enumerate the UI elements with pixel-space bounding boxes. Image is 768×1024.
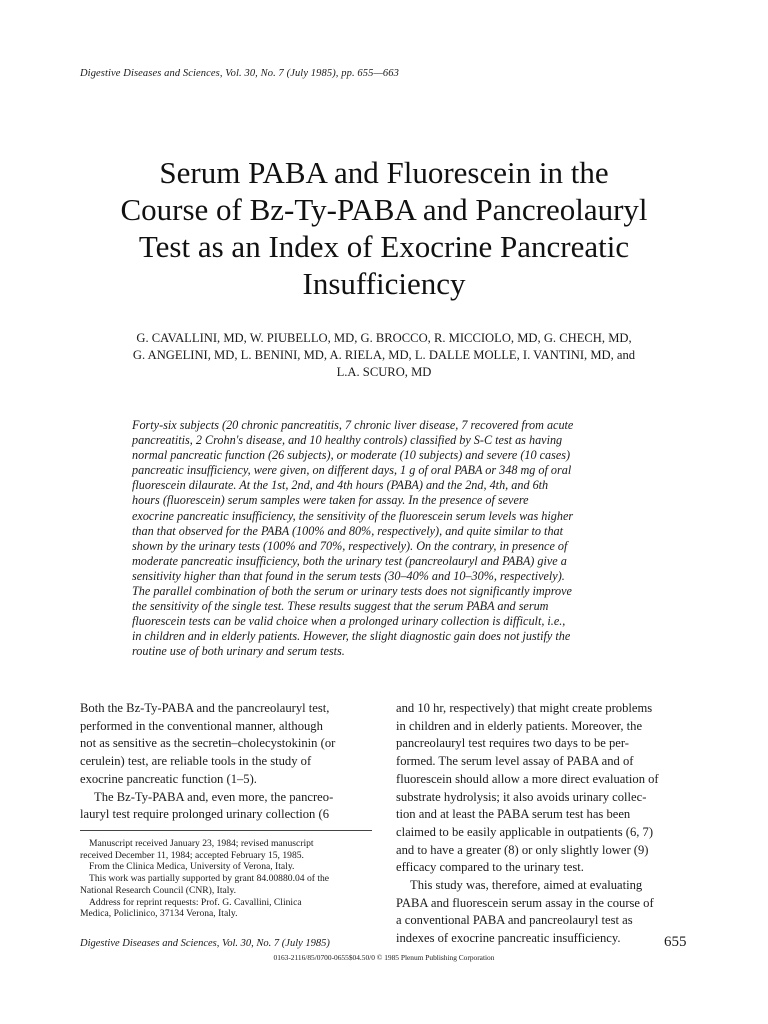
body-line: formed. The serum level assay of PABA and of [396, 754, 634, 769]
body-line: in children and in elderly patients. Moreover, the [396, 718, 643, 733]
abstract-line: than that observed for the PABA (100% and 80%, respectively), and quite similar to that [132, 523, 564, 538]
body-line: Both the Bz-Ty-PABA and the pancreolauryl test, [80, 701, 330, 715]
title-line: Insufficiency [302, 266, 466, 301]
abstract-line: pancreatic insufficiency, were given, on different days, 1 g of oral PABA or 348 mg of oral [132, 463, 572, 478]
abstract-line: hours (fluorescein) serum samples were taken for assay. In the presence of severe [132, 493, 529, 508]
body-line: PABA and fluorescein serum assay in the course of [396, 895, 654, 910]
title-line: Test as an Index of Exocrine Pancreatic [138, 229, 630, 264]
body-line: exocrine pancreatic function (1–5). [80, 771, 257, 786]
body-line: tion and at least the PABA serum test has been [396, 807, 631, 822]
abstract [132, 418, 642, 660]
abstract-line: shown by the urinary tests (100% and 70%, respectively). On the contrary, in presence of [132, 538, 568, 553]
body-line: cerulein) test, are reliable tools in the study of [80, 754, 312, 769]
body-column-left [80, 700, 372, 824]
body-line: fluorescein should allow a more direct evaluation of [396, 771, 659, 786]
abstract-line: The parallel combination of both the serum or urinary tests does not significantly improve [132, 584, 572, 599]
abstract-line: routine use of both urinary and serum tests. [132, 644, 345, 659]
footnote-line: National Research Council (CNR), Italy. [80, 884, 237, 896]
footer-journal-citation: Digestive Diseases and Sciences, Vol. 30, No. 7 (July 1985) [80, 938, 330, 949]
abstract-line: pancreatitis, 2 Crohn's disease, and 10 healthy controls) classified by S-C test as having [132, 433, 563, 448]
abstract-line: moderate pancreatic insufficiency, both the urinary test (pancreolauryl and PABA) give a [132, 553, 567, 568]
body-line: performed in the conventional manner, although [80, 718, 323, 733]
abstract-line: sensitivity higher than that found in the serum tests (30–40% and 10–30%, respectively). [132, 568, 565, 583]
article-title [70, 154, 698, 302]
author-line: G. ANGELINI, MD, L. BENINI, MD, A. RIELA, MD, L. DALLE MOLLE, I. VANTINI, MD, and [132, 348, 636, 362]
body-line: claimed to be easily applicable in outpatients (6, 7) [396, 824, 654, 839]
copyright-line: 0163-2116/85/0700-0655$04.50/0 © 1985 Plenum Publishing Corporation [273, 953, 495, 962]
author-line: L.A. SCURO, MD [336, 365, 432, 379]
footnote-line: Medica, Policlinico, 37134 Verona, Italy. [80, 908, 238, 920]
body-line: efficacy compared to the urinary test. [396, 860, 584, 875]
abstract-line: the sensitivity of the single test. These results suggest that the serum PABA and serum [132, 599, 549, 614]
footnote-line: received December 11, 1984; accepted February 15, 1985. [80, 849, 304, 861]
footnote-divider [80, 830, 372, 831]
body-line: and 10 hr, respectively) that might create problems [396, 701, 653, 715]
body-line: not as sensitive as the secretin–cholecystokinin (or [80, 736, 336, 751]
abstract-line: fluorescein dilaurate. At the 1st, 2nd, and 4th hours (PABA) and the 2nd, 4th, and 6th [132, 478, 549, 493]
title-line: Serum PABA and Fluorescein in the [159, 155, 609, 190]
body-line: substrate hydrolysis; it also avoids urinary collec- [396, 789, 647, 804]
footnote-line: Manuscript received January 23, 1984; revised manuscript [89, 838, 314, 849]
abstract-line: normal pancreatic function (26 subjects), or moderate (10 subjects) and severe (10 cases) [132, 448, 571, 463]
abstract-line: fluorescein tests can be valid choice when a prolonged urinary collection is difficult, i.e., [132, 614, 566, 629]
body-line: indexes of exocrine pancreatic insufficiency. [396, 931, 621, 946]
footnote-line: From the Clinica Medica, University of Verona, Italy. [89, 861, 295, 873]
footnote-line: This work was partially supported by grant 84.00880.04 of the [89, 873, 330, 885]
author-line: G. CAVALLINI, MD, W. PIUBELLO, MD, G. BROCCO, R. MICCIOLO, MD, G. CHECH, MD, [136, 331, 632, 345]
abstract-line: Forty-six subjects (20 chronic pancreatitis, 7 chronic liver disease, 7 recovered from acute [132, 418, 574, 432]
abstract-line: in children and in elderly patients. However, the slight diagnostic gain does not justify the [132, 629, 571, 644]
body-line: lauryl test require prolonged urinary collection (6 [80, 807, 329, 822]
body-line: a conventional PABA and pancreolauryl test as [396, 913, 633, 928]
body-line: and to have a greater (8) or only slightly lower (9) [396, 842, 649, 857]
footnote-line: Address for reprint requests: Prof. G. Cavallini, Clinica [89, 896, 302, 908]
abstract-line: exocrine pancreatic insufficiency, the sensitivity of the fluorescein serum levels was higher [132, 508, 574, 523]
author-list [70, 330, 698, 381]
body-line: This study was, therefore, aimed at evaluating [410, 878, 643, 893]
body-column-right [396, 700, 688, 948]
body-line: The Bz-Ty-PABA and, even more, the pancreo- [94, 789, 334, 804]
journal-citation-header: Digestive Diseases and Sciences, Vol. 30, No. 7 (July 1985), pp. 655—663 [80, 68, 399, 79]
page-number: 655 [664, 934, 687, 950]
title-line: Course of Bz-Ty-PABA and Pancreolauryl [120, 192, 648, 227]
footnotes [80, 838, 380, 920]
body-line: pancreolauryl test requires two days to be per- [396, 736, 629, 751]
